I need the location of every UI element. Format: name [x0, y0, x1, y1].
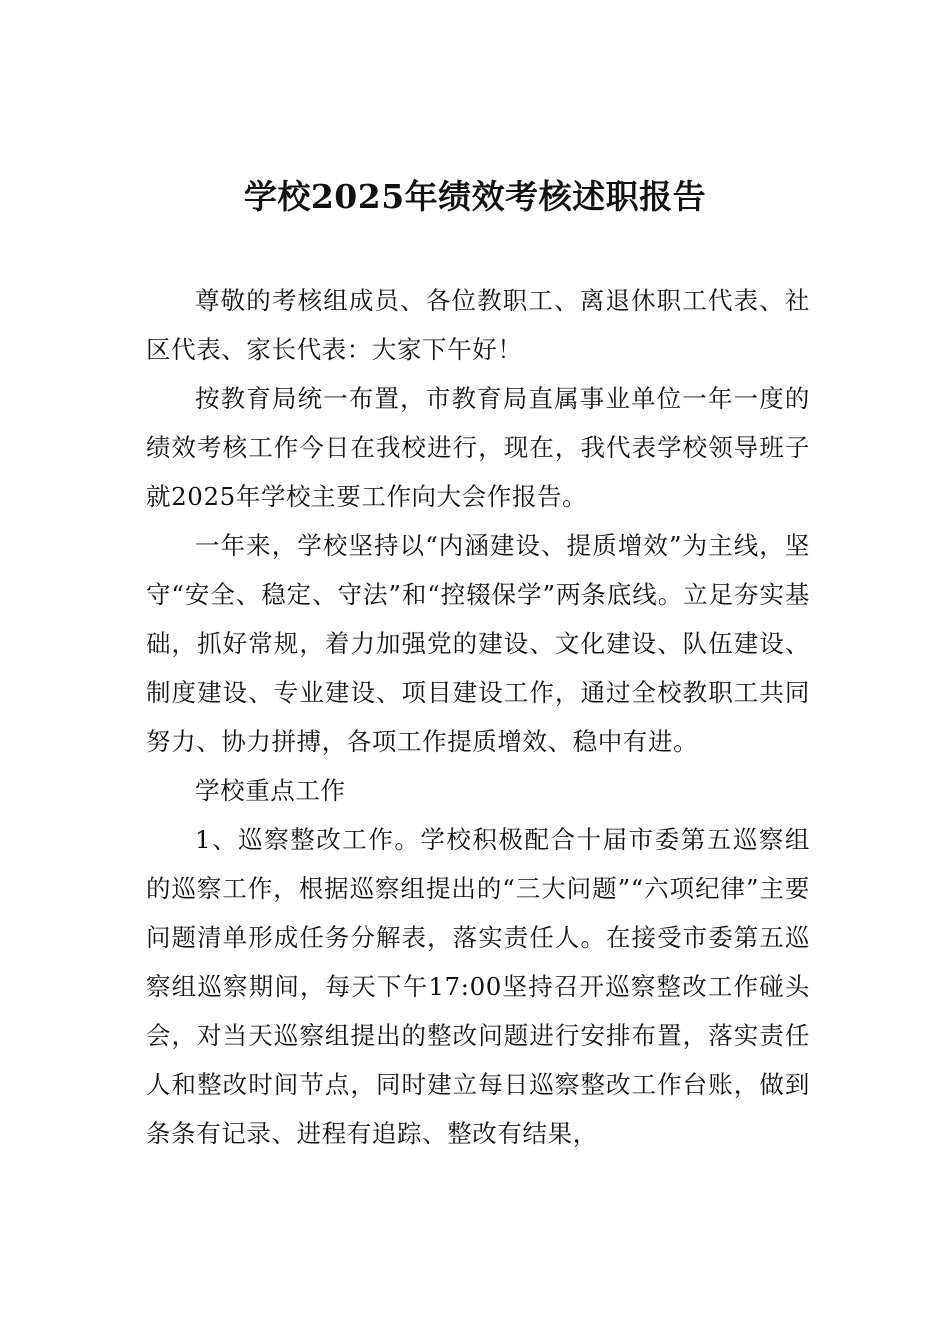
intro-paragraph: 按教育局统一布置，市教育局直属事业单位一年一度的绩效考核工作今日在我校进行，现在，我代表学校领导班子就2025年学校主要工作向大会作报告。	[146, 384, 810, 511]
document-body	[146, 276, 810, 1158]
inspection-paragraph: 1、巡察整改工作。学校积极配合十届市委第五巡察组的巡察工作，根据巡察组提出的“三大问题”“六项纪律”主要问题清单形成任务分解表，落实责任人。在接受市委第五巡察组巡察期间，每天下午17:00坚持召开巡察整改工作碰头会，对当天巡察组提出的整改问题进行安排布置，落实责任人和整改时间节点，同时建立每日巡察整改工作台账，做到条条有记录、进程有追踪、整改有结果，	[146, 825, 810, 1148]
summary-paragraph: 一年来，学校坚持以“内涵建设、提质增效”为主线，坚守“安全、稳定、守法”和“控辍保学”两条底线。立足夯实基础，抓好常规，着力加强党的建设、文化建设、队伍建设、制度建设、专业建设、项目建设工作，通过全校教职工共同努力、协力拼搏，各项工作提质增效、稳中有进。	[146, 531, 810, 756]
greeting-paragraph: 尊敬的考核组成员、各位教职工、离退休职工代表、社区代表、家长代表：大家下午好！	[146, 286, 810, 364]
section-heading: 学校重点工作	[195, 776, 346, 805]
document-title: 学校2025年绩效考核述职报告	[243, 177, 707, 216]
